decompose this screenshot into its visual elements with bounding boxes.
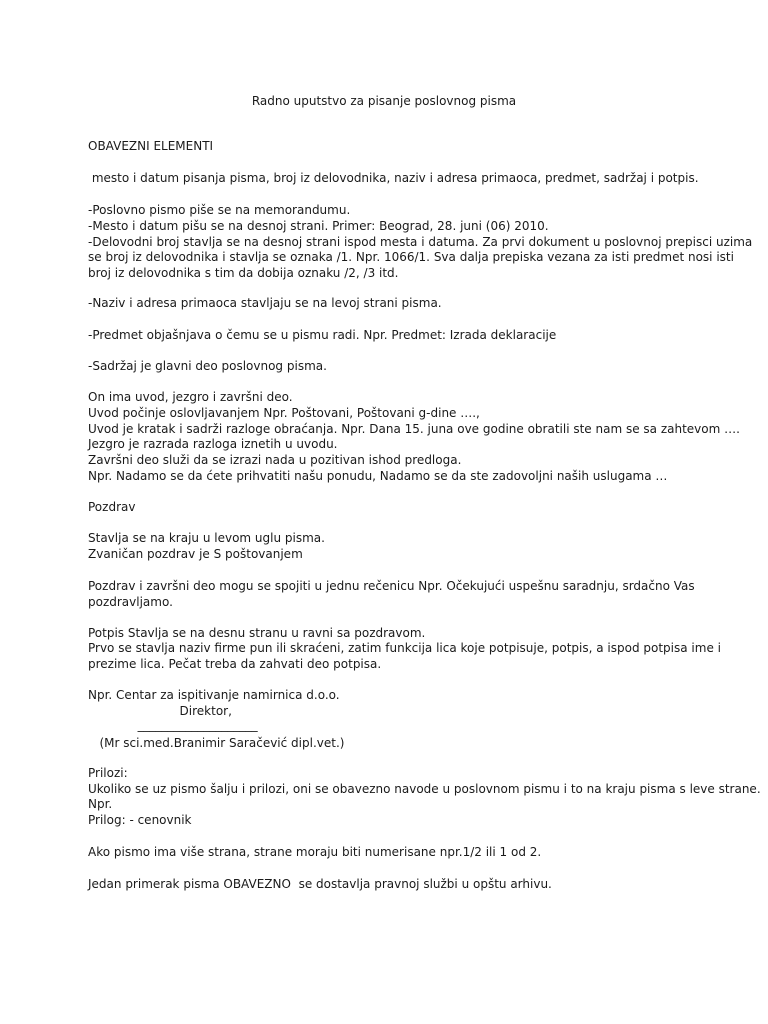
- text-line: -Sadržaj je glavni deo poslovnog pisma.: [88, 359, 327, 373]
- example-name-line: (Mr sci.med.Branimir Saračević dipl.vet.): [88, 736, 345, 750]
- example-company-line: Npr. Centar za ispitivanje namirnica d.o.o.: [88, 688, 340, 702]
- text-line: se broj iz delovodnika i stavlja se oznaka /1. Npr. 1066/1. Sva dalja prepiska vezana za isti predmet nosi isti: [88, 250, 734, 264]
- section-heading-obavezni-elementi: OBAVEZNI ELEMENTI: [88, 139, 214, 153]
- text-line: broj iz delovodnika s tim da dobija oznaku /2, /3 itd.: [88, 266, 399, 280]
- text-line: Zvaničan pozdrav je S poštovanjem: [88, 547, 303, 561]
- text-line: Potpis Stavlja se na desnu stranu u ravni sa pozdravom.: [88, 626, 426, 640]
- text-line: Ako pismo ima više strana, strane moraju biti numerisane npr.1/2 ili 1 od 2.: [88, 845, 542, 859]
- text-line: Završni deo služi da se izrazi nada u pozitivan ishod predloga.: [88, 453, 462, 467]
- text-line: Stavlja se na kraju u levom uglu pisma.: [88, 531, 325, 545]
- text-line: -Delovodni broj stavlja se na desnoj strani ispod mesta i datuma. Za prvi dokument u poslovnoj prepisci uzima: [88, 235, 753, 249]
- text-line: Npr.: [88, 797, 113, 811]
- text-line: -Poslovno pismo piše se na memorandumu.: [88, 203, 351, 217]
- text-line: Jedan primerak pisma OBAVEZNO se dostavlja pravnoj službi u opštu arhivu.: [88, 877, 552, 891]
- text-line: Prilog: - cenovnik: [88, 813, 192, 827]
- section-heading-pozdrav: Pozdrav: [88, 500, 136, 514]
- text-line: Prvo se stavlja naziv firme pun ili skraćeni, zatim funkcija lica koje potpisuje, potpis, a ispod potpisa ime i: [88, 641, 721, 655]
- section-heading-prilozi: Prilozi:: [88, 766, 128, 780]
- text-line: -Predmet objašnjava o čemu se u pismu radi. Npr. Predmet: Izrada deklaracije: [88, 328, 557, 342]
- text-line: Jezgro je razrada razloga iznetih u uvodu.: [88, 437, 338, 451]
- signature-line: ____________________: [88, 718, 258, 732]
- text-line: On ima uvod, jezgro i završni deo.: [88, 390, 293, 404]
- text-line: prezime lica. Pečat treba da zahvati deo potpisa.: [88, 657, 382, 671]
- example-function-line: Direktor,: [88, 704, 232, 718]
- document-title: Radno uputstvo za pisanje poslovnog pisma: [251, 94, 517, 108]
- text-line: mesto i datum pisanja pisma, broj iz delovodnika, naziv i adresa primaoca, predmet, sadržaj i potpis.: [88, 171, 699, 185]
- text-line: Uvod počinje oslovljavanjem Npr. Poštovani, Poštovani g-dine ….,: [88, 406, 480, 420]
- text-line: Npr. Nadamo se da ćete prihvatiti našu ponudu, Nadamo se da ste zadovoljni naših uslugama …: [88, 469, 668, 483]
- text-line: Pozdrav i završni deo mogu se spojiti u jednu rečenicu Npr. Očekujući uspešnu saradnju, srdačno Vas: [88, 579, 695, 593]
- text-line: pozdravljamo.: [88, 595, 173, 609]
- text-line: -Naziv i adresa primaoca stavljaju se na levoj strani pisma.: [88, 296, 442, 310]
- text-line: Uvod je kratak i sadrži razloge obraćanja. Npr. Dana 15. juna ove godine obratili ste nam se sa zahtevom ….: [88, 422, 740, 436]
- text-line: Ukoliko se uz pismo šalju i prilozi, oni se obavezno navode u poslovnom pismu i to na kraju pisma s leve strane.: [88, 782, 761, 796]
- text-line: -Mesto i datum pišu se na desnoj strani. Primer: Beograd, 28. juni (06) 2010.: [88, 219, 549, 233]
